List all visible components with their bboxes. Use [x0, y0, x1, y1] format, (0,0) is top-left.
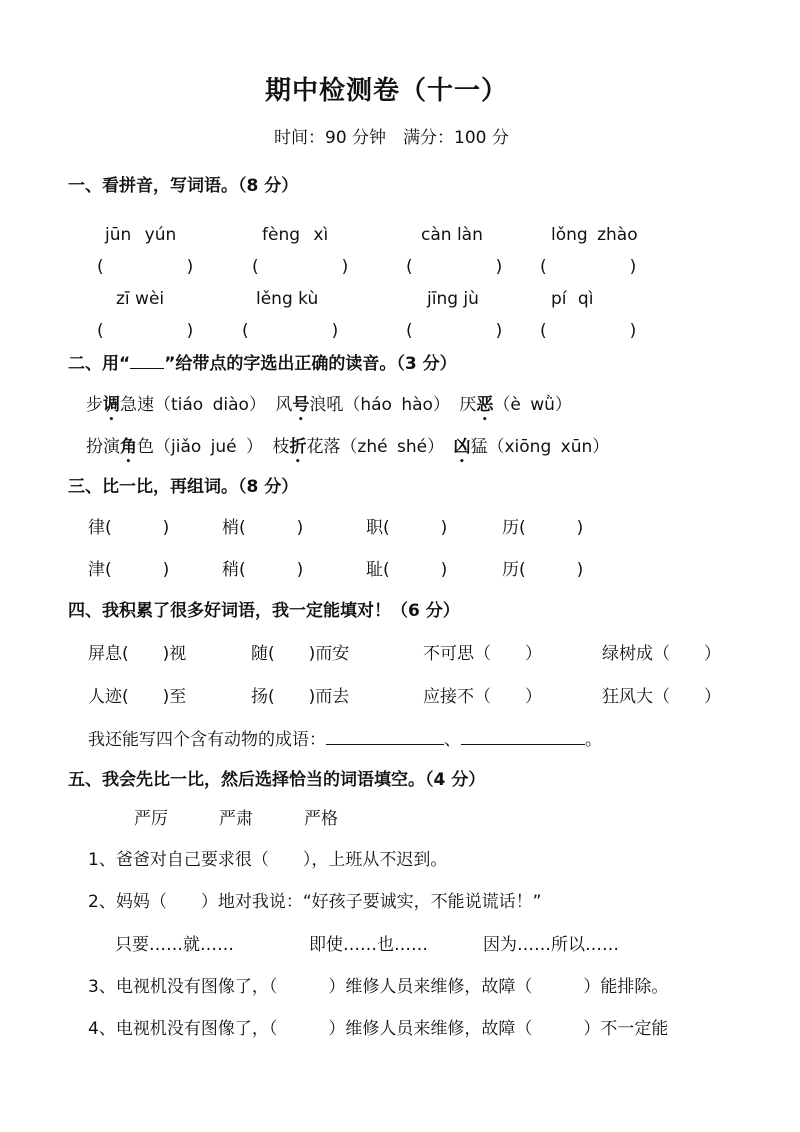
section-2-heading	[68, 356, 457, 373]
pinyin-choice[interactable]: 浪吼（háo hào）	[309, 395, 450, 415]
page-title: 期中检测卷（十一）	[265, 76, 509, 106]
answer-blank[interactable]: ( )	[540, 257, 640, 277]
question-1[interactable]: 1、爸爸对自己要求很（ ），上班从不迟到。	[88, 850, 448, 870]
compare-word[interactable]: 梢( )	[222, 518, 304, 538]
section-5-heading: 五、我会先比一比，然后选择恰当的词语填空。（4 分）	[68, 770, 486, 790]
pinyin-item: jīng jù	[427, 289, 479, 309]
dotted-char: 凶	[453, 437, 471, 457]
idiom-blank[interactable]: 绿树成（ ）	[602, 644, 721, 664]
pinyin-item: fèng xì	[262, 225, 329, 245]
pinyin-item: lǒng zhào	[551, 225, 638, 245]
answer-blank[interactable]: ( )	[406, 321, 506, 341]
answer-blank[interactable]: ( )	[242, 321, 342, 341]
answer-blank[interactable]: ( )	[406, 257, 506, 277]
idiom-blank[interactable]: 人迹( )至	[88, 687, 187, 707]
word-option: 因为……所以……	[483, 935, 619, 955]
idiom-blank[interactable]: 屏息( )视	[88, 644, 187, 664]
dotted-char: 折	[289, 437, 307, 457]
reading-line-2	[86, 437, 609, 467]
word-option: 严厉	[134, 809, 168, 829]
section-3-heading: 三、比一比，再组词。（8 分）	[68, 477, 299, 497]
separator: 、	[444, 730, 461, 750]
heading-part: 二、用“	[68, 354, 131, 374]
answer-blank[interactable]: ( )	[97, 257, 197, 277]
pinyin-item: jūn yún	[105, 225, 177, 245]
answer-underline[interactable]	[326, 744, 444, 745]
prompt-text: 我还能写四个含有动物的成语：	[88, 730, 326, 750]
question-3[interactable]: 3、电视机没有图像了，（ ）维修人员来维修，故障（ ）能排除。	[88, 977, 669, 997]
word-option: 即使……也……	[309, 935, 428, 955]
answer-blank[interactable]: ( )	[97, 321, 197, 341]
dotted-char: 调	[103, 395, 120, 415]
idiom-blank[interactable]: 扬( )而去	[251, 687, 350, 707]
idiom-blank[interactable]: 狂风大（ ）	[602, 687, 721, 707]
pinyin-choice[interactable]: （è wǜ）	[493, 395, 572, 415]
compare-word[interactable]: 职( )	[366, 518, 448, 538]
dotted-char: 号	[292, 395, 310, 415]
dotted-char: 角	[120, 437, 137, 457]
question-2[interactable]: 2、妈妈（ ）地对我说：“好孩子要诚实，不能说谎话！”	[88, 892, 542, 912]
pinyin-choice[interactable]: 急速（tiáo diào）	[120, 395, 266, 415]
word-option: 只要……就……	[115, 935, 234, 955]
section-4-heading: 四、我积累了很多好词语，我一定能填对！（6 分）	[68, 601, 460, 621]
answer-underline[interactable]	[461, 744, 585, 745]
pinyin-choice[interactable]: 花落（zhé shé）	[306, 437, 445, 457]
heading-part: ”给带点的字选出正确的读音。（3 分）	[164, 354, 457, 374]
answer-underline	[130, 368, 164, 369]
answer-blank[interactable]: ( )	[252, 257, 352, 277]
compare-word[interactable]: 耻( )	[366, 560, 448, 580]
pinyin-item: pí qì	[551, 289, 594, 309]
pinyin-choice[interactable]: 色（jiǎo jué ）	[137, 437, 264, 457]
idiom-blank[interactable]: 应接不（ ）	[423, 687, 542, 707]
compare-word[interactable]: 稍( )	[222, 560, 304, 580]
animal-idiom-line	[88, 732, 602, 749]
section-1-heading: 一、看拼音，写词语。（8 分）	[68, 176, 299, 196]
compare-word[interactable]: 历( )	[502, 518, 584, 538]
word-option: 严肃	[219, 809, 253, 829]
word-text: 扮演	[86, 437, 120, 457]
answer-blank[interactable]: ( )	[540, 321, 640, 341]
pinyin-item: càn làn	[421, 225, 483, 245]
question-4[interactable]: 4、电视机没有图像了，（ ）维修人员来维修，故障（ ）不一定能	[88, 1019, 669, 1039]
pinyin-item: lěng kù	[256, 289, 319, 309]
compare-word[interactable]: 历( )	[502, 560, 584, 580]
time-score-info: 时间：90 分钟 满分：100 分	[274, 128, 509, 148]
word-option: 严格	[304, 809, 338, 829]
dotted-char: 恶	[476, 395, 494, 415]
word-text: 风	[275, 395, 293, 415]
word-text: 枝	[272, 437, 290, 457]
idiom-blank[interactable]: 不可思（ ）	[423, 644, 542, 664]
reading-line-1	[86, 395, 572, 425]
word-text: 步	[86, 395, 103, 415]
pinyin-choice[interactable]: 猛（xiōng xūn）	[470, 437, 610, 457]
compare-word[interactable]: 津( )	[88, 560, 170, 580]
end-mark: 。	[585, 730, 602, 750]
compare-word[interactable]: 律( )	[88, 518, 170, 538]
word-text: 厌	[459, 395, 477, 415]
idiom-blank[interactable]: 随( )而安	[251, 644, 350, 664]
pinyin-item: zī wèi	[116, 289, 165, 309]
